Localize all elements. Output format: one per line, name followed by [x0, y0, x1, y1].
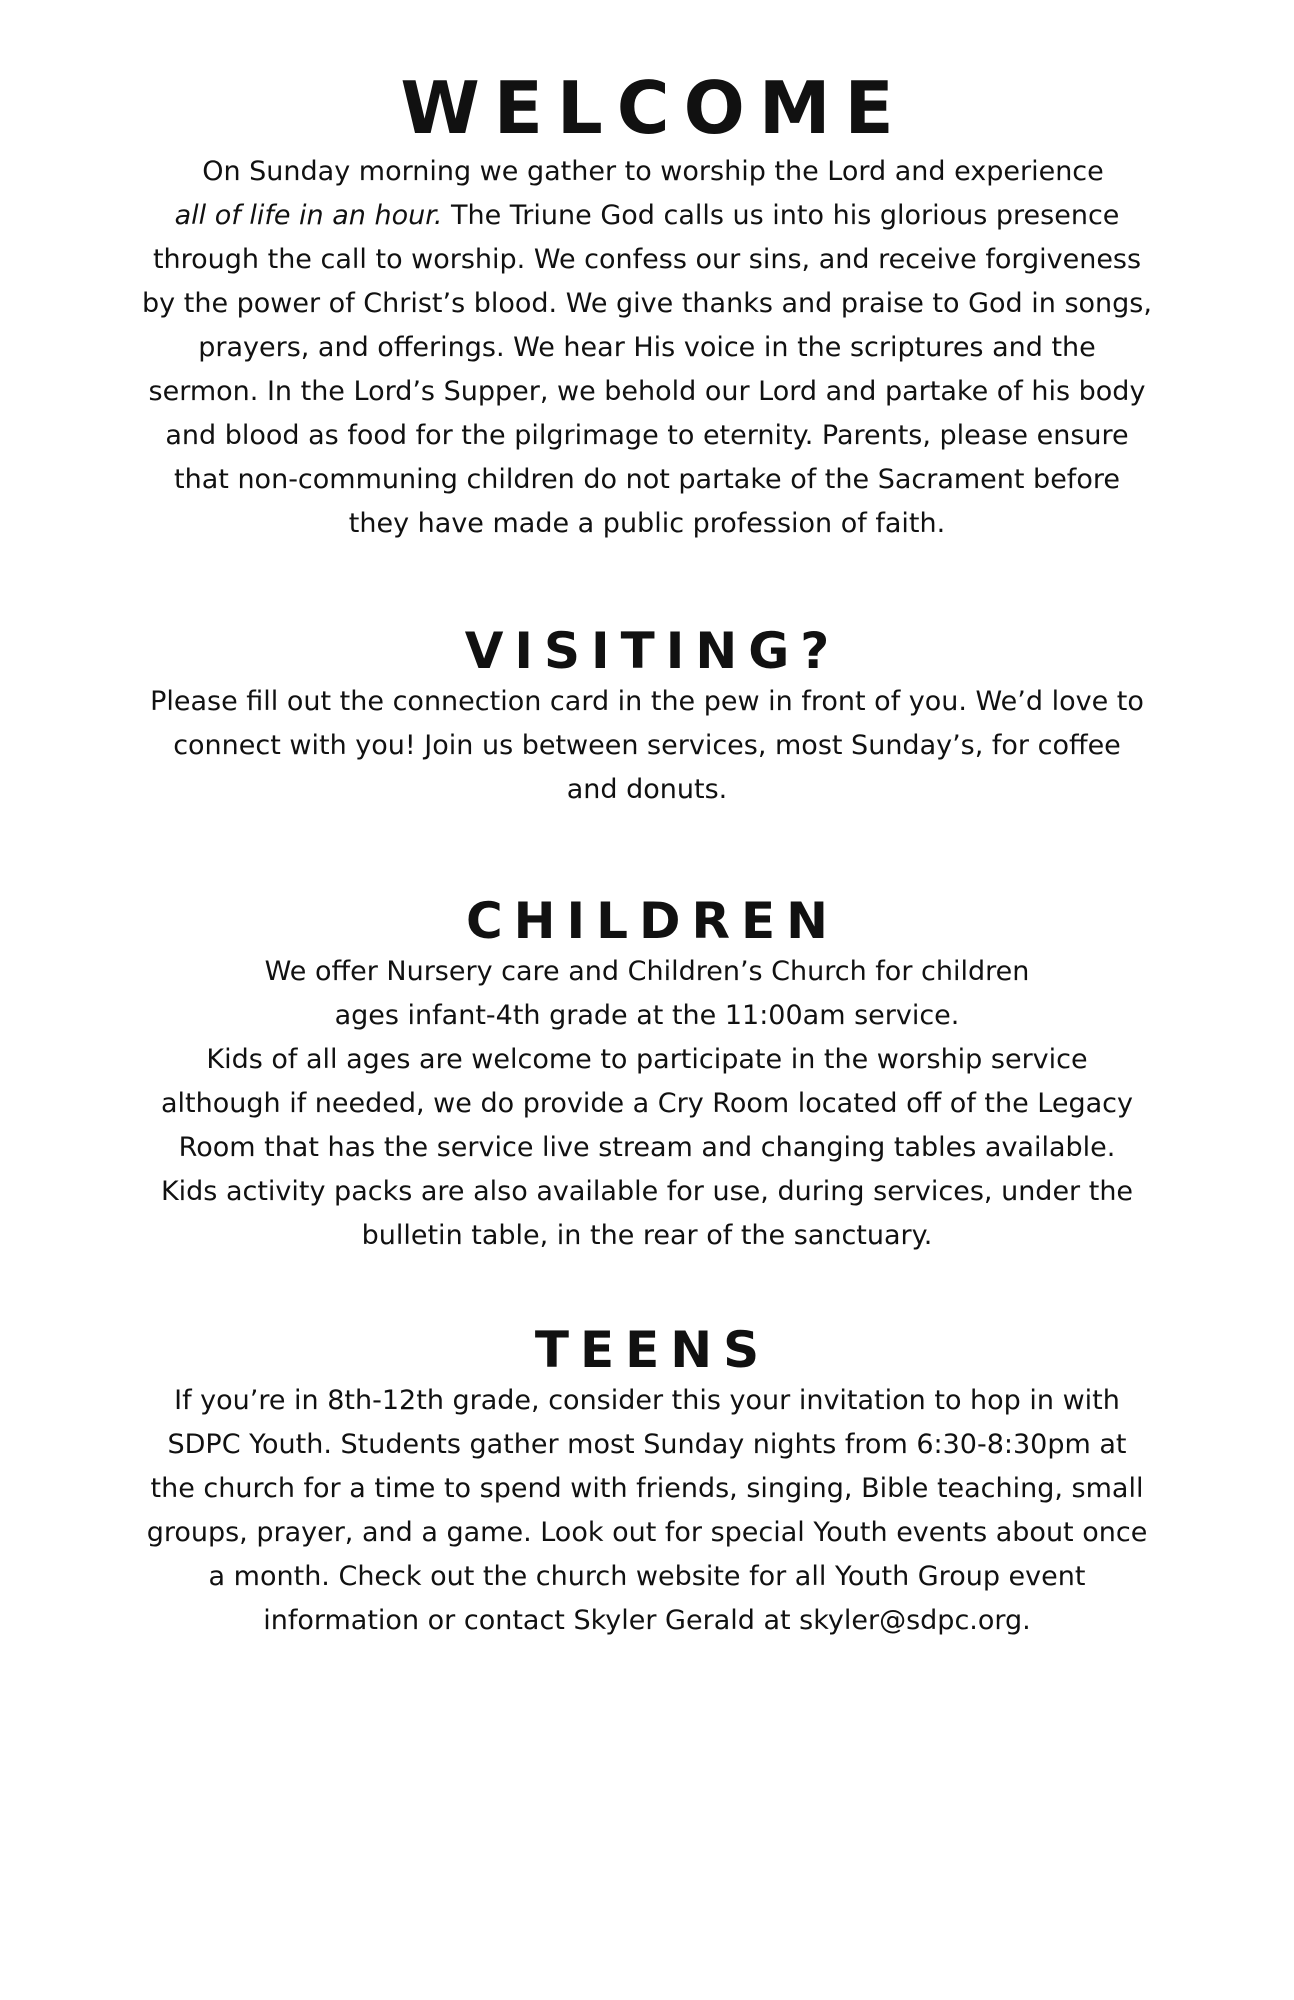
welcome-line: sermon. In the Lord’s Supper, we behold our Lord and partake of his body: [148, 376, 1146, 407]
welcome-line: On Sunday morning we gather to worship the Lord and experience: [202, 156, 1104, 187]
teens-paragraph: [120, 1379, 1174, 1643]
visiting-section: [120, 622, 1174, 812]
teens-section: [120, 1321, 1174, 1643]
children-line: although if needed, we do provide a Cry Room located off of the Legacy: [160, 1088, 1133, 1119]
welcome-italic-phrase: all of life in an hour.: [174, 200, 443, 231]
welcome-line: [120, 194, 1174, 238]
children-line: Kids of all ages are welcome to participate in the worship service: [206, 1044, 1088, 1075]
children-line: Kids activity packs are also available for use, during services, under the: [160, 1176, 1134, 1207]
teens-line: a month. Check out the church website for all Youth Group event: [208, 1561, 1086, 1592]
welcome-heading: WELCOME: [400, 66, 908, 150]
welcome-line: prayers, and offerings. We hear His voice in the scriptures and the: [198, 332, 1096, 363]
teens-line: groups, prayer, and a game. Look out for special Youth events about once: [146, 1517, 1148, 1548]
teens-line: If you’re in 8th-12th grade, consider this your invitation to hop in with: [174, 1385, 1120, 1416]
teens-heading: TEENS: [534, 1321, 771, 1379]
children-paragraph: [120, 950, 1174, 1258]
welcome-line-rest: The Triune God calls us into his glorious presence: [442, 200, 1120, 231]
welcome-line: they have made a public profession of faith.: [348, 508, 946, 539]
welcome-line: through the call to worship. We confess our sins, and receive forgiveness: [152, 244, 1142, 275]
children-line: We offer Nursery care and Children’s Church for children: [264, 956, 1030, 987]
visiting-line: Please fill out the connection card in the pew in front of you. We’d love to: [150, 686, 1144, 717]
children-line: ages infant-4th grade at the 11:00am service.: [334, 1000, 960, 1031]
visiting-heading: VISITING?: [464, 622, 841, 680]
visiting-line: connect with you! Join us between services, most Sunday’s, for coffee: [173, 730, 1121, 761]
welcome-section: [120, 66, 1174, 546]
children-section: [120, 892, 1174, 1258]
visiting-line: and donuts.: [566, 774, 728, 805]
visiting-paragraph: [120, 680, 1174, 812]
teens-line: SDPC Youth. Students gather most Sunday nights from 6:30-8:30pm at: [167, 1429, 1127, 1460]
teens-line: information or contact Skyler Gerald at skyler@sdpc.org.: [263, 1605, 1031, 1636]
children-line: bulletin table, in the rear of the sanctuary.: [361, 1220, 933, 1251]
teens-line: the church for a time to spend with friends, singing, Bible teaching, small: [150, 1473, 1144, 1504]
welcome-line: by the power of Christ’s blood. We give thanks and praise to God in songs,: [142, 288, 1152, 319]
children-heading: CHILDREN: [465, 892, 839, 950]
welcome-line: and blood as food for the pilgrimage to eternity. Parents, please ensure: [165, 420, 1129, 451]
welcome-paragraph: [120, 150, 1174, 546]
children-line: Room that has the service live stream and changing tables available.: [178, 1132, 1116, 1163]
welcome-line: that non-communing children do not partake of the Sacrament before: [174, 464, 1120, 495]
